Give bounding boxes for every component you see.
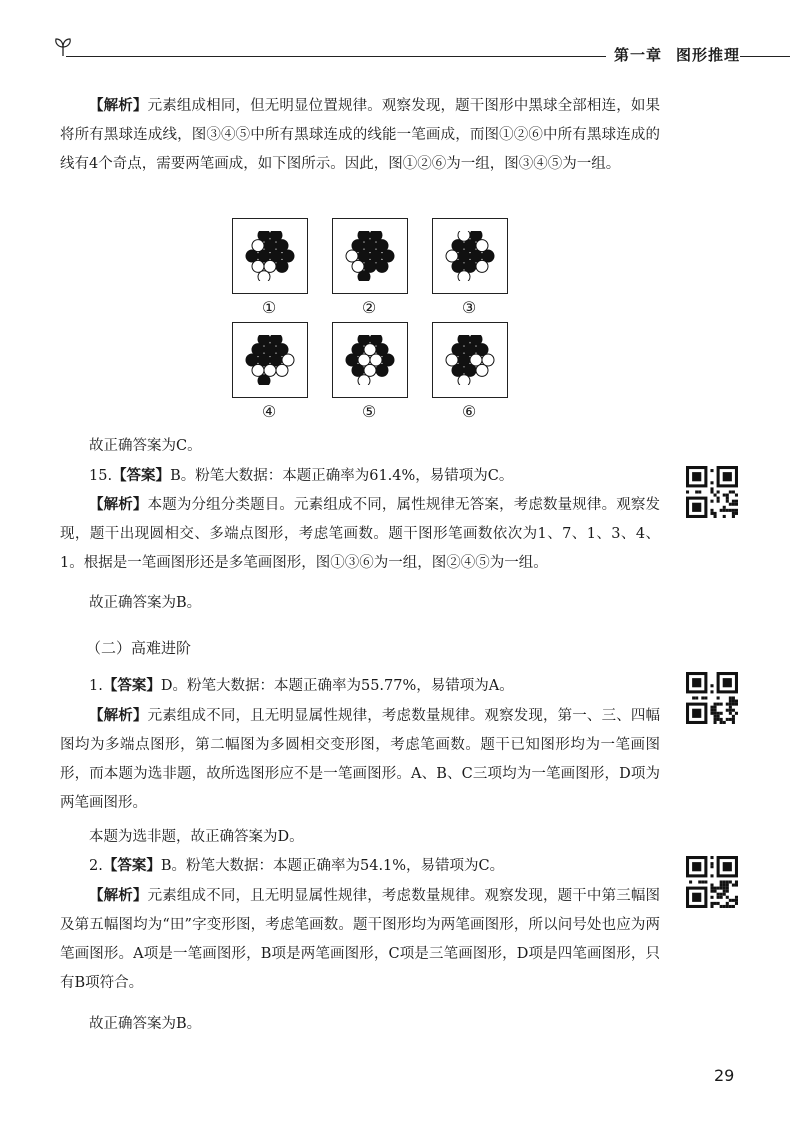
ball-cluster <box>445 335 495 385</box>
analysis-paragraph-3 <box>60 702 660 818</box>
figure-label: ④ <box>261 402 277 421</box>
analysis-text: 元素组成相同，但无明显位置规律。观察发现，题干图形中黑球全部相连，如果将所有黑球连成线，图③④⑤中所有黑球连成的线能一笔画成，而图①②⑥中所有黑球连成的线有4个奇点，需要两笔画成，如下图所示。因此，图①②⑥为一组，图③④⑤为一组。 <box>60 98 661 172</box>
analysis-tag: 【解析】 <box>89 497 148 513</box>
analysis-tag: 【解析】 <box>89 888 148 904</box>
ball-cluster <box>345 335 395 385</box>
analysis-text: 元素组成不同，且无明显属性规律，考虑数量规律。观察发现，第一、三、四幅图均为多端点图形，第二幅图为多圆相交变形图，考虑笔画数。题干已知图形均为一笔画图形，而本题为选非题，故所选图形应不是一笔画图形。A、B、C三项均为一笔画图形，D项为两笔画图形。 <box>60 708 661 811</box>
ball-cluster <box>345 231 395 281</box>
answer-2 <box>60 852 660 881</box>
black-ball <box>276 260 288 272</box>
white-ball <box>476 364 488 376</box>
chapter-label: 第一章 <box>614 46 663 64</box>
analysis-tag: 【解析】 <box>89 98 148 114</box>
figure-label: ⑥ <box>461 402 477 421</box>
figure-label: ⑤ <box>361 402 377 421</box>
white-ball <box>258 271 270 281</box>
black-ball <box>258 375 270 385</box>
answer-line-2: 故正确答案为B。 <box>89 595 202 611</box>
figure-label: ② <box>361 298 377 317</box>
answer-15 <box>60 462 660 491</box>
white-ball <box>476 260 488 272</box>
answer-text: B。粉笔大数据：本题正确率为61.4%，易错项为C。 <box>170 468 514 484</box>
question-number: 1. <box>89 678 103 694</box>
answer-tag: 【答案】 <box>102 858 161 874</box>
qr-code-icon[interactable] <box>686 672 738 724</box>
chapter-heading <box>614 44 754 65</box>
answer-1 <box>60 672 660 701</box>
chapter-title: 图形推理 <box>676 46 741 64</box>
figure-cell <box>232 322 308 398</box>
answer-line-3: 本题为选非题，故正确答案为D。 <box>89 829 304 845</box>
figure-cell <box>432 322 508 398</box>
figure-cell <box>332 322 408 398</box>
header-rule <box>66 56 606 57</box>
white-ball <box>458 375 470 385</box>
analysis-paragraph-2 <box>60 491 660 578</box>
answer-text: B。粉笔大数据：本题正确率为54.1%，易错项为C。 <box>160 858 505 874</box>
answer-line-4: 故正确答案为B。 <box>89 1016 202 1032</box>
black-ball <box>358 271 370 281</box>
qr-code-icon[interactable] <box>686 856 738 908</box>
section-title: （二）高难进阶 <box>86 639 192 657</box>
question-number: 2. <box>89 858 103 874</box>
answer-text: D。粉笔大数据：本题正确率为55.77%，易错项为A。 <box>160 678 514 694</box>
black-ball <box>376 260 388 272</box>
sprout-icon <box>52 36 74 58</box>
figure-cell <box>332 218 408 294</box>
analysis-text: 本题为分组分类题目。元素组成不同，属性规律无答案，考虑数量规律。观察发现，题干出现圆相交、多端点图形，考虑笔画数。题干图形笔画数依次为1、7、1、3、4、1。根据是一笔画图形还是多笔画图形，图①③⑥为一组，图②④⑤为一组。 <box>60 497 661 571</box>
figure-cell <box>432 218 508 294</box>
analysis-tag: 【解析】 <box>89 708 148 724</box>
white-ball <box>276 364 288 376</box>
analysis-paragraph-4 <box>60 882 660 998</box>
ball-cluster <box>245 335 295 385</box>
figure-cell <box>232 218 308 294</box>
answer-tag: 【答案】 <box>102 678 161 694</box>
answer-line-1: 故正确答案为C。 <box>89 438 202 454</box>
page-number: 29 <box>714 1066 735 1085</box>
analysis-paragraph-1 <box>60 92 660 179</box>
header-rule-right <box>740 56 790 57</box>
page-header <box>0 0 800 70</box>
figure-grid <box>232 218 482 428</box>
white-ball <box>458 271 470 281</box>
black-ball <box>376 364 388 376</box>
answer-tag: 【答案】 <box>112 468 171 484</box>
analysis-text: 元素组成不同，且无明显属性规律，考虑数量规律。观察发现，题干中第三幅图及第五幅图均为“田”字变形图，考虑笔画数。题干图形均为两笔画图形，所以问号处也应为两笔画图形。A项是一笔画图形，B项是两笔画图形，C项是三笔画图形，D项是四笔画图形，只有B项符合。 <box>60 888 661 991</box>
figure-label: ③ <box>461 298 477 317</box>
figure-label: ① <box>261 298 277 317</box>
ball-cluster <box>245 231 295 281</box>
white-ball <box>358 375 370 385</box>
qr-code-icon[interactable] <box>686 466 738 518</box>
question-number: 15. <box>89 468 113 484</box>
ball-cluster <box>445 231 495 281</box>
